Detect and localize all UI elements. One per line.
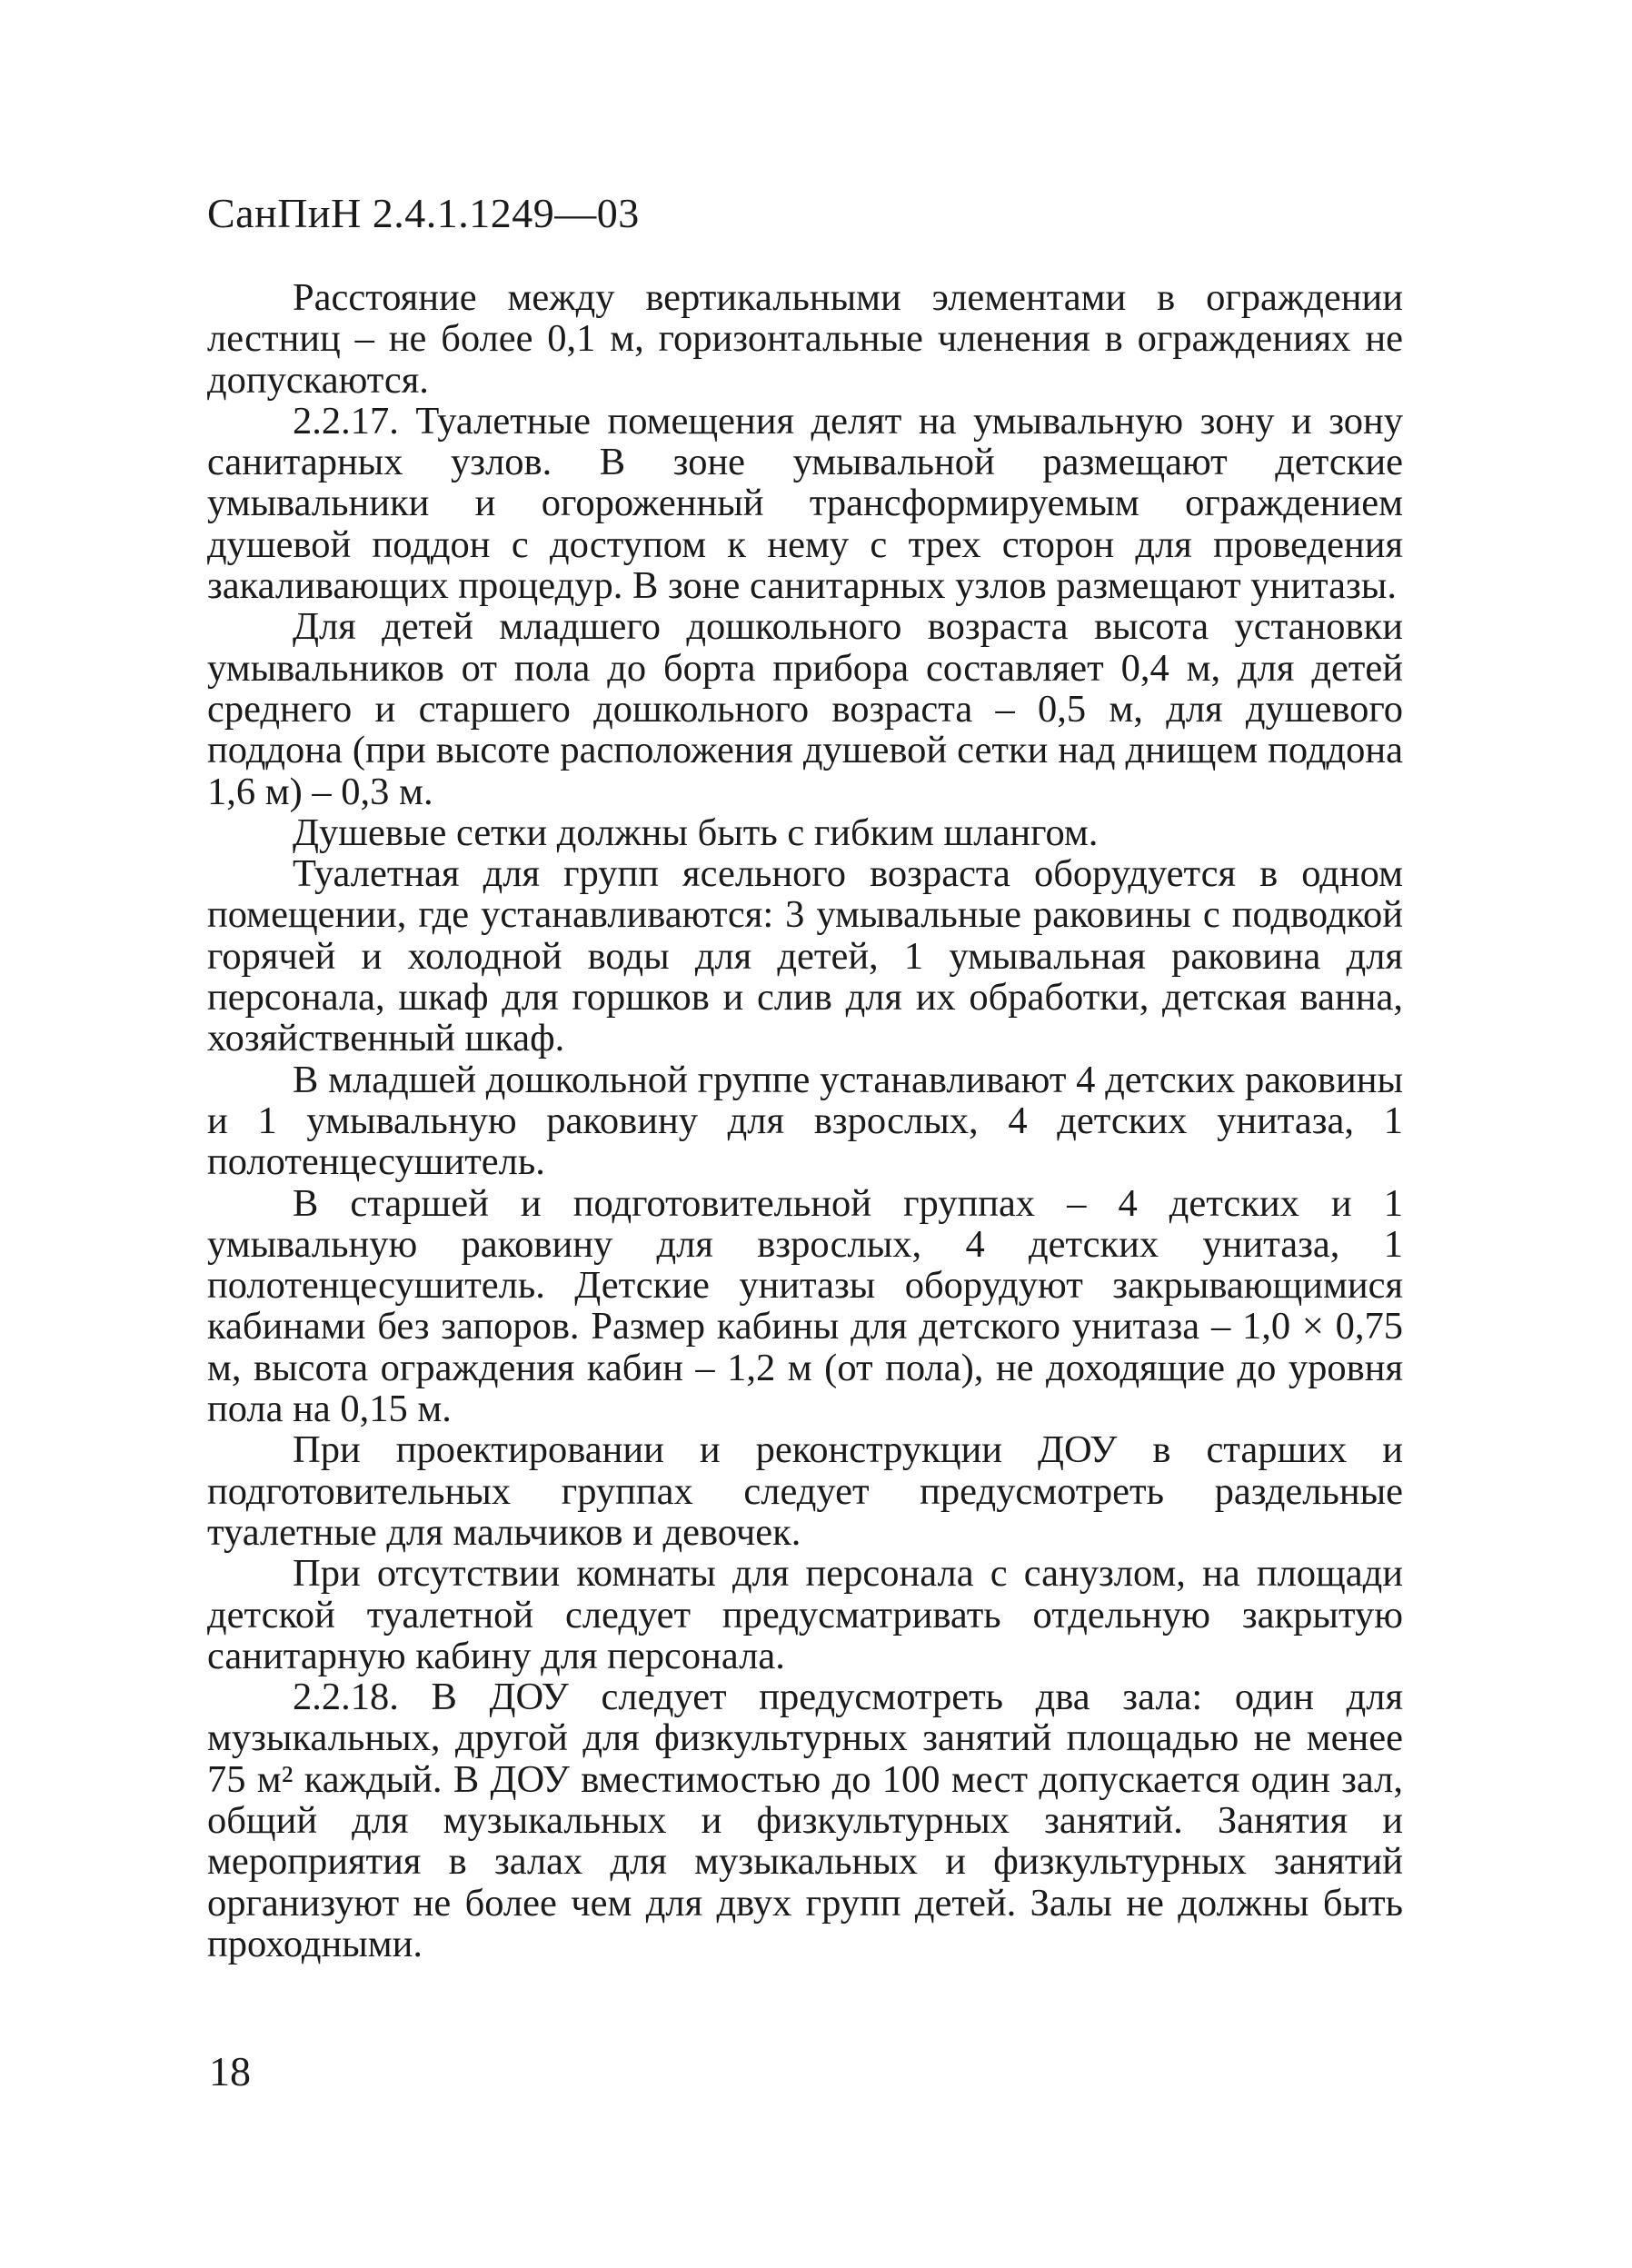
paragraph-senior-group: В старшей и подготовительной группах – 4 детских и 1 умывальную раковину для взрослых, 4 детских унитаза, 1 полотенцесушитель. Детские унитазы оборудуют закрывающимися кабинами без запоров. Размер кабины для детского унитаза – 1,0 × 0,75 м, высота ограждения кабин – 1,2 м (от пола), не доходящие до уровня пола на 0,15 м. [207,1181,1403,1431]
paragraph-washbasin-heights: Для детей младшего дошкольного возраста высота установки умывальников от пола до борта прибора составляет 0,4 м, для детей среднего и старшего дошкольного возраста – 0,5 м, для душевого поддона (при высоте расположения душевой сетки над днищем поддона 1,6 м) – 0,3 м. [207,605,1403,813]
paragraph-junior-group: В младшей дошкольной группе устанавливают 4 детских раковины и 1 умывальную раковину для взрослых, 4 детских унитаза, 1 полотенцесушитель. [207,1058,1403,1184]
document-header: СанПиН 2.4.1.1249—03 [207,190,640,236]
paragraph-2-2-18-halls: 2.2.18. В ДОУ следует предусмотреть два зала: один для музыкальных, другой для физкультурных занятий площадью не менее 75 м² каждый. В ДОУ вместимостью до 100 мест допускается один зал, общий для музыкальных и физкультурных занятий. Занятия и мероприятия в залах для музыкальных и физкультурных занятий организуют не более чем для двух групп детей. Залы не должны быть проходными. [207,1676,1403,1965]
page-number: 18 [209,2048,251,2094]
paragraph-2-2-17-toilet-rooms: 2.2.17. Туалетные помещения делят на умывальную зону и зону санитарных узлов. В зоне умывальной размещают детские умывальники и огороженный трансформируемым ограждением душевой поддон с доступом к нему с трех сторон для проведения закаливающих процедур. В зоне санитарных узлов размещают унитазы. [207,399,1403,608]
paragraph-separate-toilets: При проектировании и реконструкции ДОУ в старших и подготовительных группах следует предусмотреть раздельные туалетные для мальчиков и девочек. [207,1428,1403,1554]
paragraph-nursery-toilet: Туалетная для групп ясельного возраста оборудуется в одном помещении, где устанавливаются: 3 умывальные раковины с подводкой горячей и холодной воды для детей, 1 умывальная раковина для персонала, шкаф для горшков и слив для их обработки, детская ванна, хозяйственный шкаф. [207,852,1403,1060]
paragraph-railing-spacing: Расстояние между вертикальными элементами в ограждении лестниц – не более 0,1 м, горизонтальные членения в ограждениях не допускаются. [207,276,1403,402]
paragraph-shower-heads: Душевые сетки должны быть с гибким шлангом. [293,811,1099,854]
document-body [207,277,1403,1965]
paragraph-staff-cabin: При отсутствии комнаты для персонала с санузлом, на площади детской туалетной следует предусматривать отдельную закрытую санитарную кабину для персонала. [207,1552,1403,1677]
